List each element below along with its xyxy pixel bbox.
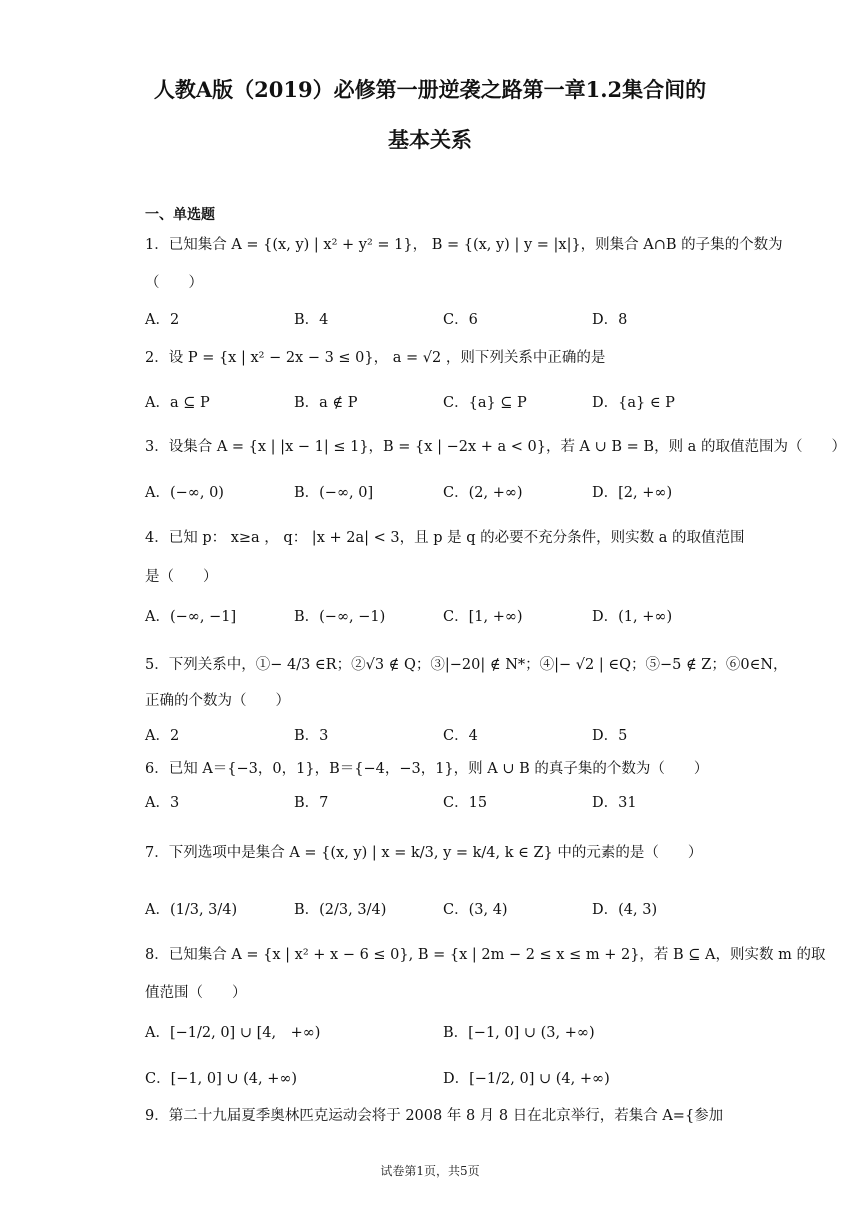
question-8-option-d: D．[−1/2, 0] ∪ (4, +∞): [443, 1071, 610, 1087]
question-4-option-b: B．(−∞, −1): [294, 609, 386, 625]
question-4-text-cont: 是（ ）: [145, 569, 218, 585]
question-3-text: 3．设集合 A = {x | |x − 1| ≤ 1}，B = {x | −2x + a < 0}，若 A ∪ B = B，则 a 的取值范围为（ ）: [145, 439, 846, 455]
question-1-option-c: C．6: [443, 312, 478, 328]
question-1-option-d: D．8: [592, 312, 628, 328]
question-1-text-cont: （ ）: [145, 275, 203, 291]
question-2-option-c: C．{a} ⊆ P: [443, 395, 527, 411]
question-2-option-d: D．{a} ∈ P: [592, 395, 675, 411]
question-6-option-d: D．31: [592, 795, 637, 811]
question-6-option-b: B．7: [294, 795, 329, 811]
question-1-option-a: A．2: [145, 312, 180, 328]
question-8-text-cont: 值范围（ ）: [145, 985, 247, 1001]
question-9-text: 9．第二十九届夏季奥林匹克运动会将于 2008 年 8 月 8 日在北京举行，若集合 A={参加: [145, 1108, 724, 1124]
question-5-option-c: C．4: [443, 728, 478, 744]
question-5-text-cont: 正确的个数为（ ）: [145, 693, 290, 709]
question-7-text: 7．下列选项中是集合 A = {(x, y) | x = k/3, y = k/4, k ∈ Z} 中的元素的是（ ）: [145, 845, 703, 861]
question-4-option-a: A．(−∞, −1]: [145, 609, 237, 625]
question-1-option-b: B．4: [294, 312, 329, 328]
question-3-option-b: B．(−∞, 0]: [294, 485, 374, 501]
document-title-line-1: 人教A版（2019）必修第一册逆袭之路第一章1.2集合间的: [153, 77, 707, 102]
question-3-option-d: D．[2, +∞): [592, 485, 673, 501]
question-3-option-a: A．(−∞, 0): [145, 485, 224, 501]
question-5-option-d: D．5: [592, 728, 628, 744]
question-8-option-c: C．[−1, 0] ∪ (4, +∞): [145, 1071, 298, 1087]
question-7-option-b: B．(2/3, 3/4): [294, 902, 387, 918]
page-footer: 试卷第1页，共5页: [380, 1164, 480, 1178]
question-7-option-a: A．(1/3, 3/4): [145, 902, 238, 918]
question-5-option-a: A．2: [145, 728, 180, 744]
document-title-line-2: 基本关系: [388, 127, 472, 152]
question-3-option-c: C．(2, +∞): [443, 485, 523, 501]
question-5-option-b: B．3: [294, 728, 329, 744]
section-heading: 一、单选题: [145, 207, 215, 223]
question-1-text: 1．已知集合 A = {(x, y) | x² + y² = 1}， B = {(x, y) | y = |x|}，则集合 A∩B 的子集的个数为: [145, 237, 783, 253]
question-8-option-b: B．[−1, 0] ∪ (3, +∞): [443, 1025, 595, 1041]
question-8-text: 8．已知集合 A = {x | x² + x − 6 ≤ 0}, B = {x | 2m − 2 ≤ x ≤ m + 2}，若 B ⊆ A，则实数 m 的取: [145, 947, 826, 963]
question-4-option-d: D．(1, +∞): [592, 609, 673, 625]
question-2-option-b: B．a ∉ P: [294, 395, 358, 411]
question-2-option-a: A．a ⊆ P: [145, 395, 210, 411]
question-6-option-c: C．15: [443, 795, 488, 811]
question-4-text: 4．已知 p： x≥a ， q： |x + 2a| < 3，且 p 是 q 的必要不充分条件，则实数 a 的取值范围: [145, 530, 745, 546]
question-8-option-a: A．[−1/2, 0] ∪ [4, +∞): [145, 1025, 321, 1041]
question-2-text: 2．设 P = {x | x² − 2x − 3 ≤ 0}， a = √2 ，则下列关系中正确的是: [145, 350, 606, 366]
question-4-option-c: C．[1, +∞): [443, 609, 523, 625]
question-7-option-d: D．(4, 3): [592, 902, 658, 918]
question-6-option-a: A．3: [145, 795, 180, 811]
question-6-text: 6．已知 A＝{−3，0，1}，B＝{−4，−3，1}，则 A ∪ B 的真子集的个数为（ ）: [145, 761, 709, 777]
question-7-option-c: C．(3, 4): [443, 902, 508, 918]
question-5-text: 5．下列关系中，①− 4/3 ∈R；②√3 ∉ Q；③|−20| ∉ N*；④|− √2 | ∈Q；⑤−5 ∉ Z；⑥0∈N，: [145, 657, 788, 673]
